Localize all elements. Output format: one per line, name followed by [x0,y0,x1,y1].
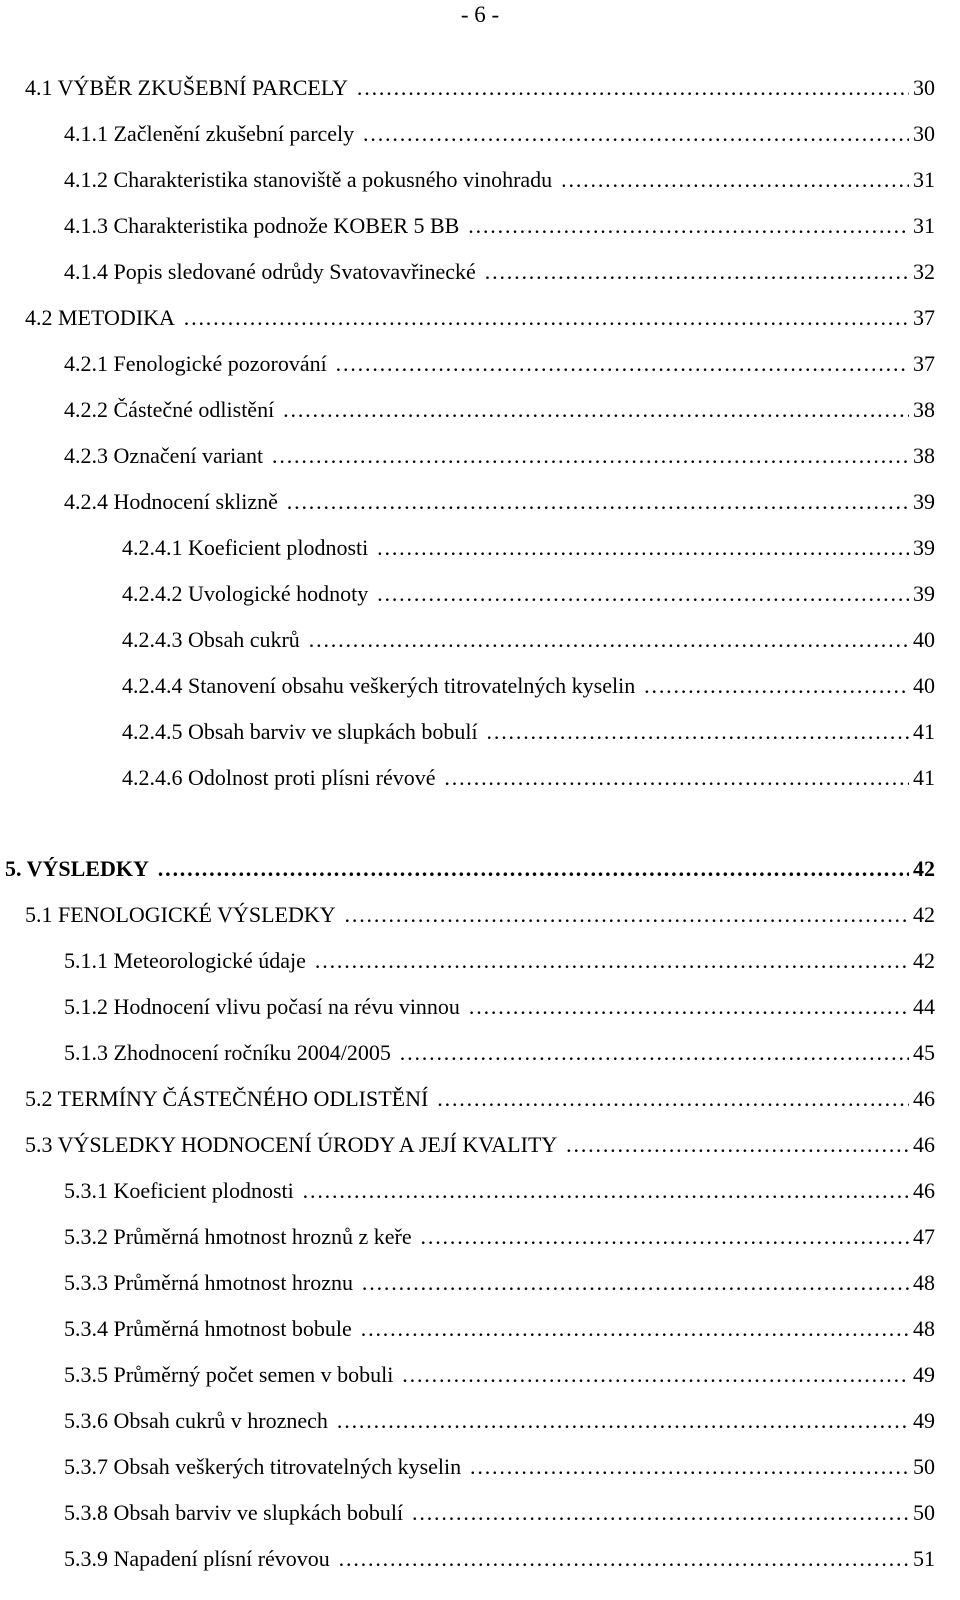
toc-entry-title: 4.2.4.4 Stanovení obsahu veškerých titrovatelných kyselin [122,673,636,698]
toc-leader-dots [302,1176,909,1206]
toc-entry[interactable] [64,1452,935,1482]
toc-leader-dots [643,671,909,701]
toc-leader-dots [335,349,909,379]
toc-entry[interactable] [64,1544,935,1574]
toc-entry[interactable] [64,992,935,1022]
toc-entry-title: 5. VÝSLEDKY [5,856,149,881]
toc-entry-page: 41 [913,719,935,744]
toc-entry-title: 5.1 FENOLOGICKÉ VÝSLEDKY [25,902,336,927]
toc-entry[interactable] [25,73,935,103]
toc-entry-page: 46 [913,1132,935,1157]
toc-leader-dots [356,73,909,103]
toc-entry-page: 51 [913,1546,935,1571]
toc-entry-title: 5.3.8 Obsah barviv ve slupkách bobulí [64,1500,404,1525]
toc-entry-page: 40 [913,673,935,698]
toc-entry[interactable] [5,854,935,884]
toc-entry[interactable] [64,1406,935,1436]
toc-entry-page: 41 [913,765,935,790]
toc-entry-page: 44 [913,994,935,1019]
toc-leader-dots [271,441,909,471]
toc-entry-page: 48 [913,1270,935,1295]
toc-entry[interactable] [64,1176,935,1206]
toc-entry-page: 46 [913,1086,935,1111]
toc-leader-dots [420,1222,909,1252]
toc-entry[interactable] [122,533,935,563]
toc-entry[interactable] [25,1130,935,1160]
toc-entry[interactable] [25,1084,935,1114]
toc-leader-dots [282,395,909,425]
toc-entry-title: 4.2.4.3 Obsah cukrů [122,627,300,652]
toc-entry-title: 5.3.2 Průměrná hmotnost hroznů z keře [64,1224,412,1249]
toc-entry[interactable] [64,211,935,241]
toc-entry-title: 4.2.4.6 Odolnost proti plísni révové [122,765,436,790]
toc-leader-dots [401,1360,909,1390]
toc-entry[interactable] [64,1038,935,1068]
toc-entry[interactable] [64,441,935,471]
toc-entry-title: 5.3.3 Průměrná hmotnost hroznu [64,1270,354,1295]
toc-leader-dots [436,1084,909,1114]
toc-entry-title: 5.3.4 Průměrná hmotnost bobule [64,1316,352,1341]
toc-entry[interactable] [64,119,935,149]
toc-entry-page: 40 [913,627,935,652]
toc-entry-page: 50 [913,1500,935,1525]
toc-entry[interactable] [64,1268,935,1298]
toc-entry[interactable] [64,1222,935,1252]
toc-entry-title: 4.1.3 Charakteristika podnože KOBER 5 BB [64,213,460,238]
toc-entry-page: 47 [913,1224,935,1249]
toc-entry[interactable] [25,303,935,333]
toc-entry-title: 4.2.4.2 Uvologické hodnoty [122,581,369,606]
toc-entry-title: 4.1.2 Charakteristika stanoviště a pokusného vinohradu [64,167,553,192]
toc-leader-dots [468,992,909,1022]
toc-entry[interactable] [64,487,935,517]
toc-leader-dots [286,487,909,517]
toc-entry-page: 39 [913,581,935,606]
toc-entry[interactable] [25,900,935,930]
toc-entry-title: 4.2.1 Fenologické pozorování [64,351,327,376]
toc-entry-title: 4.1.1 Začlenění zkušební parcely [64,121,355,146]
toc-entry-title: 4.2.4 Hodnocení sklizně [64,489,278,514]
toc-entry[interactable] [122,625,935,655]
toc-entry-title: 4.2.3 Označení variant [64,443,264,468]
toc-leader-dots [308,625,909,655]
toc-leader-dots [314,946,909,976]
toc-leader-dots [336,1406,909,1436]
toc-leader-dots [469,1452,909,1482]
toc-leader-dots [565,1130,909,1160]
toc-entry[interactable] [64,1498,935,1528]
toc-entry-page: 49 [913,1362,935,1387]
toc-entry-title: 4.1.4 Popis sledované odrůdy Svatovavřinecké [64,259,476,284]
toc-entry-page: 42 [913,948,935,973]
toc-entry[interactable] [64,257,935,287]
toc-leader-dots [376,579,909,609]
toc-leader-dots [157,854,909,884]
toc-entry-page: 31 [913,213,935,238]
toc-leader-dots [360,1314,909,1344]
toc-leader-dots [486,717,909,747]
toc-entry[interactable] [64,1360,935,1390]
toc-entry[interactable] [64,1314,935,1344]
toc-entry[interactable] [122,671,935,701]
toc-entry[interactable] [64,165,935,195]
toc-entry[interactable] [64,946,935,976]
toc-leader-dots [411,1498,909,1528]
toc-entry-page: 37 [913,351,935,376]
toc-entry-page: 42 [913,856,935,881]
toc-entry[interactable] [64,349,935,379]
toc-entry[interactable] [64,395,935,425]
toc-entry-title: 5.1.1 Meteorologické údaje [64,948,306,973]
toc-entry-page: 31 [913,167,935,192]
toc-entry-page: 38 [913,397,935,422]
toc-entry-title: 4.2.2 Částečné odlistění [64,397,275,422]
toc-entry-title: 5.3.9 Napadení plísní révovou [64,1546,330,1571]
toc-entry-page: 48 [913,1316,935,1341]
toc-entry-title: 4.2 METODIKA [25,305,175,330]
toc-entry-title: 5.3 VÝSLEDKY HODNOCENÍ ÚRODY A JEJÍ KVALITY [25,1132,558,1157]
toc-leader-dots [362,119,909,149]
toc-leader-dots [443,763,909,793]
toc-entry-page: 45 [913,1040,935,1065]
toc-leader-dots [183,303,909,333]
toc-entry-page: 37 [913,305,935,330]
toc-entry-page: 30 [913,75,935,100]
toc-leader-dots [361,1268,909,1298]
toc-entry[interactable] [122,717,935,747]
toc-leader-dots [338,1544,909,1574]
toc-leader-dots [467,211,909,241]
toc-entry-page: 49 [913,1408,935,1433]
page-number: - 6 - [460,2,500,27]
toc-entry-page: 50 [913,1454,935,1479]
toc-entry-title: 5.3.7 Obsah veškerých titrovatelných kyselin [64,1454,462,1479]
toc-entry-page: 38 [913,443,935,468]
toc-leader-dots [344,900,909,930]
toc-entry-title: 5.1.2 Hodnocení vlivu počasí na révu vinnou [64,994,460,1019]
toc-entry-page: 46 [913,1178,935,1203]
toc-entry-title: 5.2 TERMÍNY ČÁSTEČNÉHO ODLISTĚNÍ [25,1086,429,1111]
toc-entry-title: 5.3.6 Obsah cukrů v hroznech [64,1408,328,1433]
toc-entry-page: 32 [913,259,935,284]
toc-entry-title: 4.2.4.1 Koeficient plodnosti [122,535,369,560]
toc-entry-page: 30 [913,121,935,146]
toc-entry-page: 39 [913,535,935,560]
toc-entry-title: 4.1 VÝBĚR ZKUŠEBNÍ PARCELY [25,75,348,100]
toc-leader-dots [560,165,909,195]
toc-entry-page: 42 [913,902,935,927]
toc-leader-dots [376,533,909,563]
toc-leader-dots [399,1038,909,1068]
toc-entry[interactable] [122,579,935,609]
toc-entry-title: 5.3.5 Průměrný počet semen v bobuli [64,1362,394,1387]
toc-entry[interactable] [122,763,935,793]
toc-entry-title: 4.2.4.5 Obsah barviv ve slupkách bobulí [122,719,478,744]
toc-entry-page: 39 [913,489,935,514]
toc-entry-title: 5.1.3 Zhodnocení ročníku 2004/2005 [64,1040,391,1065]
toc-entry-title: 5.3.1 Koeficient plodnosti [64,1178,294,1203]
toc-leader-dots [484,257,909,287]
